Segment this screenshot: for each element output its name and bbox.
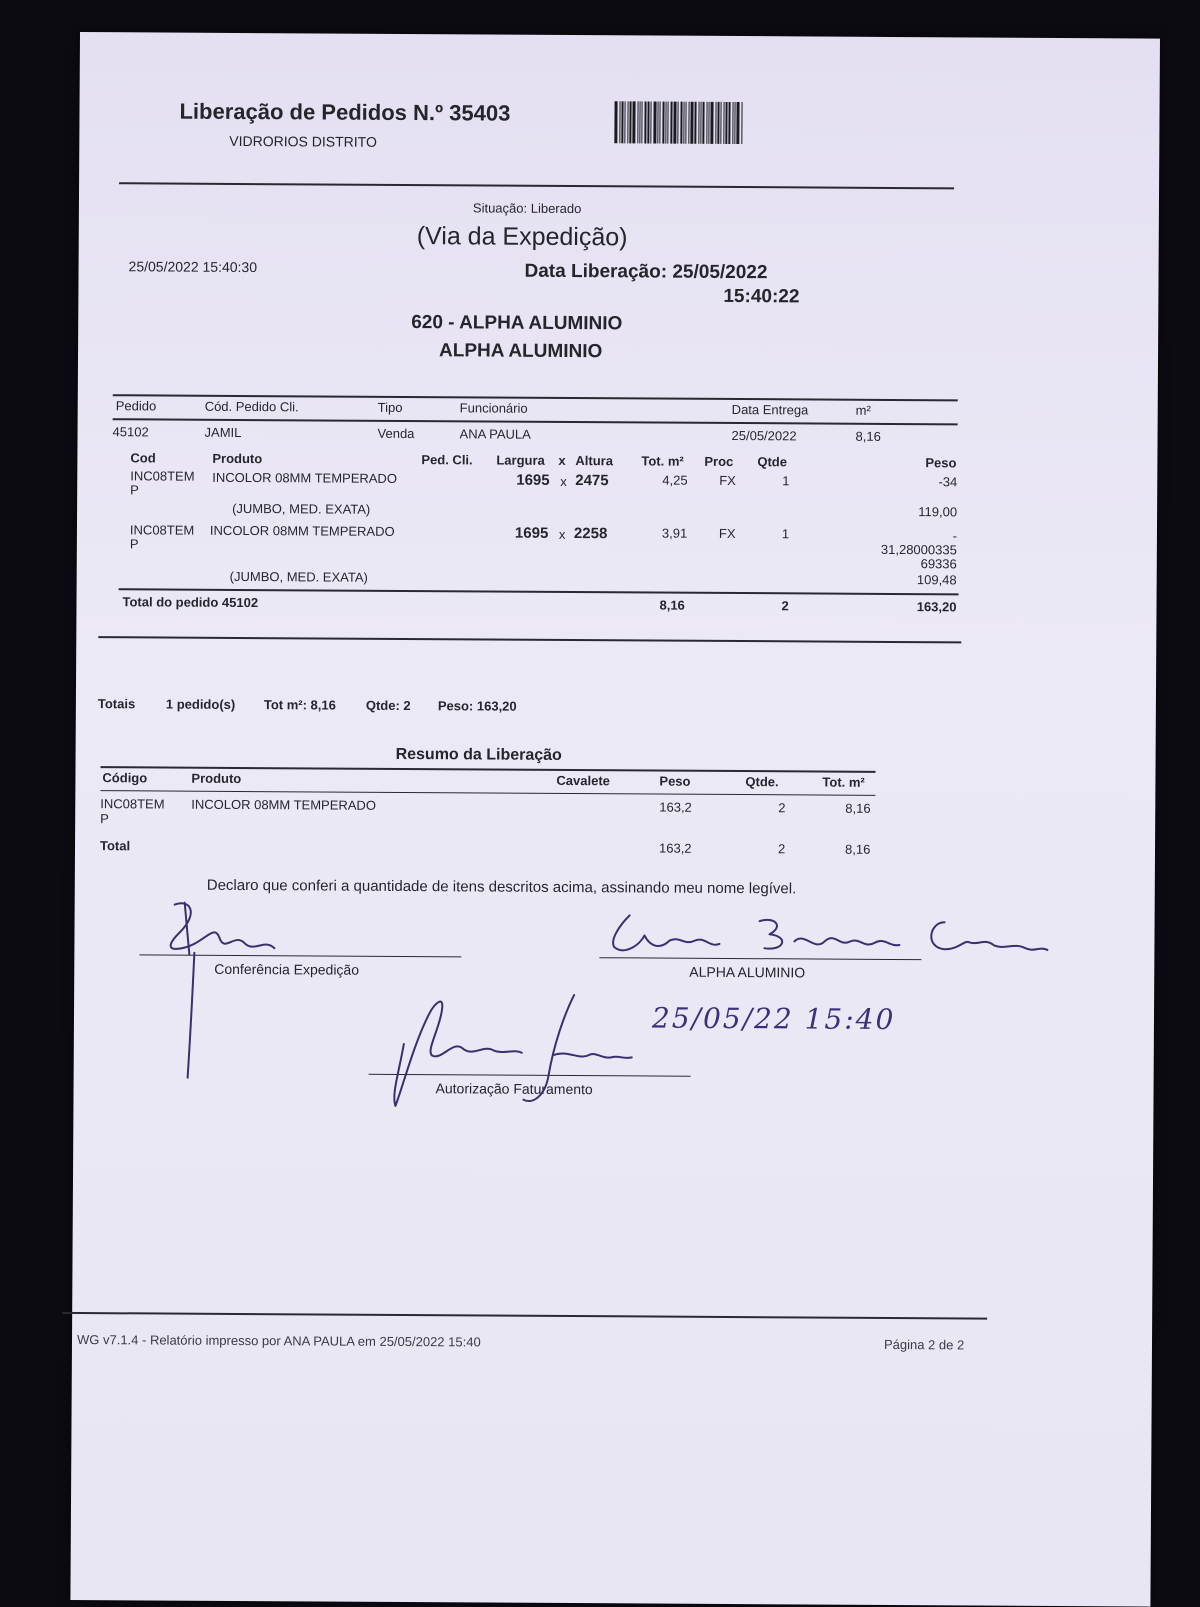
order-pedido: 45102 xyxy=(112,424,149,440)
item-1-produto-detail: (JUMBO, MED. EXATA) xyxy=(232,500,371,517)
col-pedido: Pedido xyxy=(115,398,157,414)
items-col-tot-m2: Tot. m² xyxy=(641,453,684,469)
item-1-peso-2: 119,00 xyxy=(918,504,958,520)
col-tipo: Tipo xyxy=(377,399,403,415)
items-col-ped-cli: Ped. Cli. xyxy=(421,452,473,468)
company-name: VIDRORIOS DISTRITO xyxy=(229,132,377,150)
item-1-tot-m2: 4,25 xyxy=(662,472,688,488)
release-time: 15:40:22 xyxy=(723,285,800,308)
item-2-peso-4: 109,48 xyxy=(916,572,957,588)
signature-alpha-drawing xyxy=(599,905,1049,968)
signature-label-alpha: ALPHA ALUMINIO xyxy=(689,963,806,981)
signature-label-autorizacao: Autorização Faturamento xyxy=(435,1080,593,1098)
order-total-qtde: 2 xyxy=(781,598,789,614)
item-1-proc: FX xyxy=(719,472,736,489)
col-cod-pedido-cli: Cód. Pedido Cli. xyxy=(204,398,299,415)
item-2-peso-2: 31,28000335 xyxy=(880,541,957,558)
print-datetime: 25/05/2022 15:40:30 xyxy=(128,258,258,276)
order-m2: 8,16 xyxy=(855,428,881,444)
items-col-cod: Cod xyxy=(130,450,156,466)
resumo-row-tot-m2: 8,16 xyxy=(845,800,871,816)
resumo-row-cod: INC08TEM xyxy=(100,796,165,812)
resumo-row-produto: INCOLOR 08MM TEMPERADO xyxy=(191,796,377,813)
item-1-altura: 2475 xyxy=(575,472,609,490)
divider xyxy=(100,790,875,796)
col-funcionario: Funcionário xyxy=(459,400,528,416)
item-1-qtde: 1 xyxy=(782,473,790,489)
signature-label-conferencia: Conferência Expedição xyxy=(214,960,360,978)
resumo-row-peso: 163,2 xyxy=(659,799,692,815)
item-2-cod-cont: P xyxy=(129,536,139,552)
item-1-produto: INCOLOR 08MM TEMPERADO xyxy=(212,469,398,486)
resumo-total-tot-m2: 8,16 xyxy=(844,841,871,857)
item-1-peso-1: -34 xyxy=(938,474,958,490)
items-col-qtde: Qtde xyxy=(757,454,788,470)
resumo-title: Resumo da Liberação xyxy=(395,745,562,764)
resumo-total-label: Total xyxy=(99,838,131,854)
signature-conferencia-drawing xyxy=(154,892,295,1083)
status-text: Situação: Liberado xyxy=(472,200,582,217)
order-total-m2: 8,16 xyxy=(659,597,685,613)
order-funcionario: ANA PAULA xyxy=(459,426,531,442)
order-cod-cli: JAMIL xyxy=(204,424,242,440)
item-2-produto: INCOLOR 08MM TEMPERADO xyxy=(209,522,395,539)
totais-qtde: Qtde: 2 xyxy=(365,697,411,714)
declaration-text: Declaro que conferi a quantidade de itens descritos acima, assinando meu nome legível. xyxy=(206,876,797,898)
order-total-peso: 163,20 xyxy=(916,599,957,615)
item-1-x: x xyxy=(560,473,567,489)
items-col-altura: Altura xyxy=(575,453,613,469)
resumo-total-peso: 163,2 xyxy=(658,840,692,856)
items-col-largura: Largura xyxy=(496,452,545,468)
item-1-cod: INC08TEM xyxy=(130,468,195,484)
divider xyxy=(119,182,954,189)
release-date: Data Liberação: 25/05/2022 xyxy=(524,260,768,284)
resumo-row-qtde: 2 xyxy=(778,800,786,816)
via-title: (Via da Expedição) xyxy=(416,222,628,252)
item-2-x: x xyxy=(558,526,566,542)
document-sheet xyxy=(70,32,1160,1607)
item-2-qtde: 1 xyxy=(781,526,790,542)
resumo-col-cavalete: Cavalete xyxy=(556,772,610,789)
item-2-cod: INC08TEM xyxy=(129,522,195,538)
totais-label: Totais xyxy=(97,696,136,712)
item-2-altura: 2258 xyxy=(573,525,608,543)
items-col-peso: Peso xyxy=(925,455,957,471)
client-name: ALPHA ALUMINIO xyxy=(438,340,603,363)
resumo-row-cod-cont: P xyxy=(100,811,109,827)
resumo-col-codigo: Código xyxy=(102,770,148,786)
col-m2: m² xyxy=(855,402,871,418)
item-2-proc: FX xyxy=(718,525,736,542)
resumo-col-tot-m2: Tot. m² xyxy=(822,774,865,790)
divider xyxy=(62,1312,987,1320)
item-2-produto-detail: (JUMBO, MED. EXATA) xyxy=(229,568,368,585)
item-2-peso-1: - xyxy=(952,528,957,544)
client-code-name: 620 - ALPHA ALUMINIO xyxy=(411,312,623,335)
footer-page-number: Página 2 de 2 xyxy=(883,1336,965,1353)
footer-print-info: WG v7.1.4 - Relatório impresso por ANA PAULA em 25/05/2022 15:40 xyxy=(76,1332,481,1350)
resumo-total-qtde: 2 xyxy=(777,841,786,857)
totais-peso: Peso: 163,20 xyxy=(437,698,517,714)
items-col-proc: Proc xyxy=(704,453,734,469)
items-col-produto: Produto xyxy=(212,450,263,467)
col-data-entrega: Data Entrega xyxy=(731,401,809,418)
order-tipo: Venda xyxy=(377,425,415,442)
resumo-col-peso: Peso xyxy=(659,773,691,789)
handwritten-date: 25/05/22 15:40 xyxy=(651,1001,896,1036)
item-1-cod-cont: P xyxy=(130,482,139,498)
resumo-col-qtde: Qtde. xyxy=(745,774,779,790)
document-title: Liberação de Pedidos N.º 35403 xyxy=(179,98,511,126)
totais-pedidos: 1 pedido(s) xyxy=(165,696,236,712)
divider xyxy=(98,636,961,643)
order-total-label: Total do pedido 45102 xyxy=(122,594,259,611)
item-1-largura: 1695 xyxy=(516,471,550,489)
signature-autorizacao-drawing xyxy=(373,984,634,1116)
item-2-tot-m2: 3,91 xyxy=(661,525,688,541)
order-data-entrega: 25/05/2022 xyxy=(731,427,797,444)
items-col-x: x xyxy=(558,452,566,468)
totais-m2: Tot m²: 8,16 xyxy=(263,697,336,713)
item-2-largura: 1695 xyxy=(514,524,549,542)
barcode xyxy=(614,101,762,144)
item-2-peso-3: 69336 xyxy=(920,556,957,572)
resumo-col-produto: Produto xyxy=(191,770,242,786)
